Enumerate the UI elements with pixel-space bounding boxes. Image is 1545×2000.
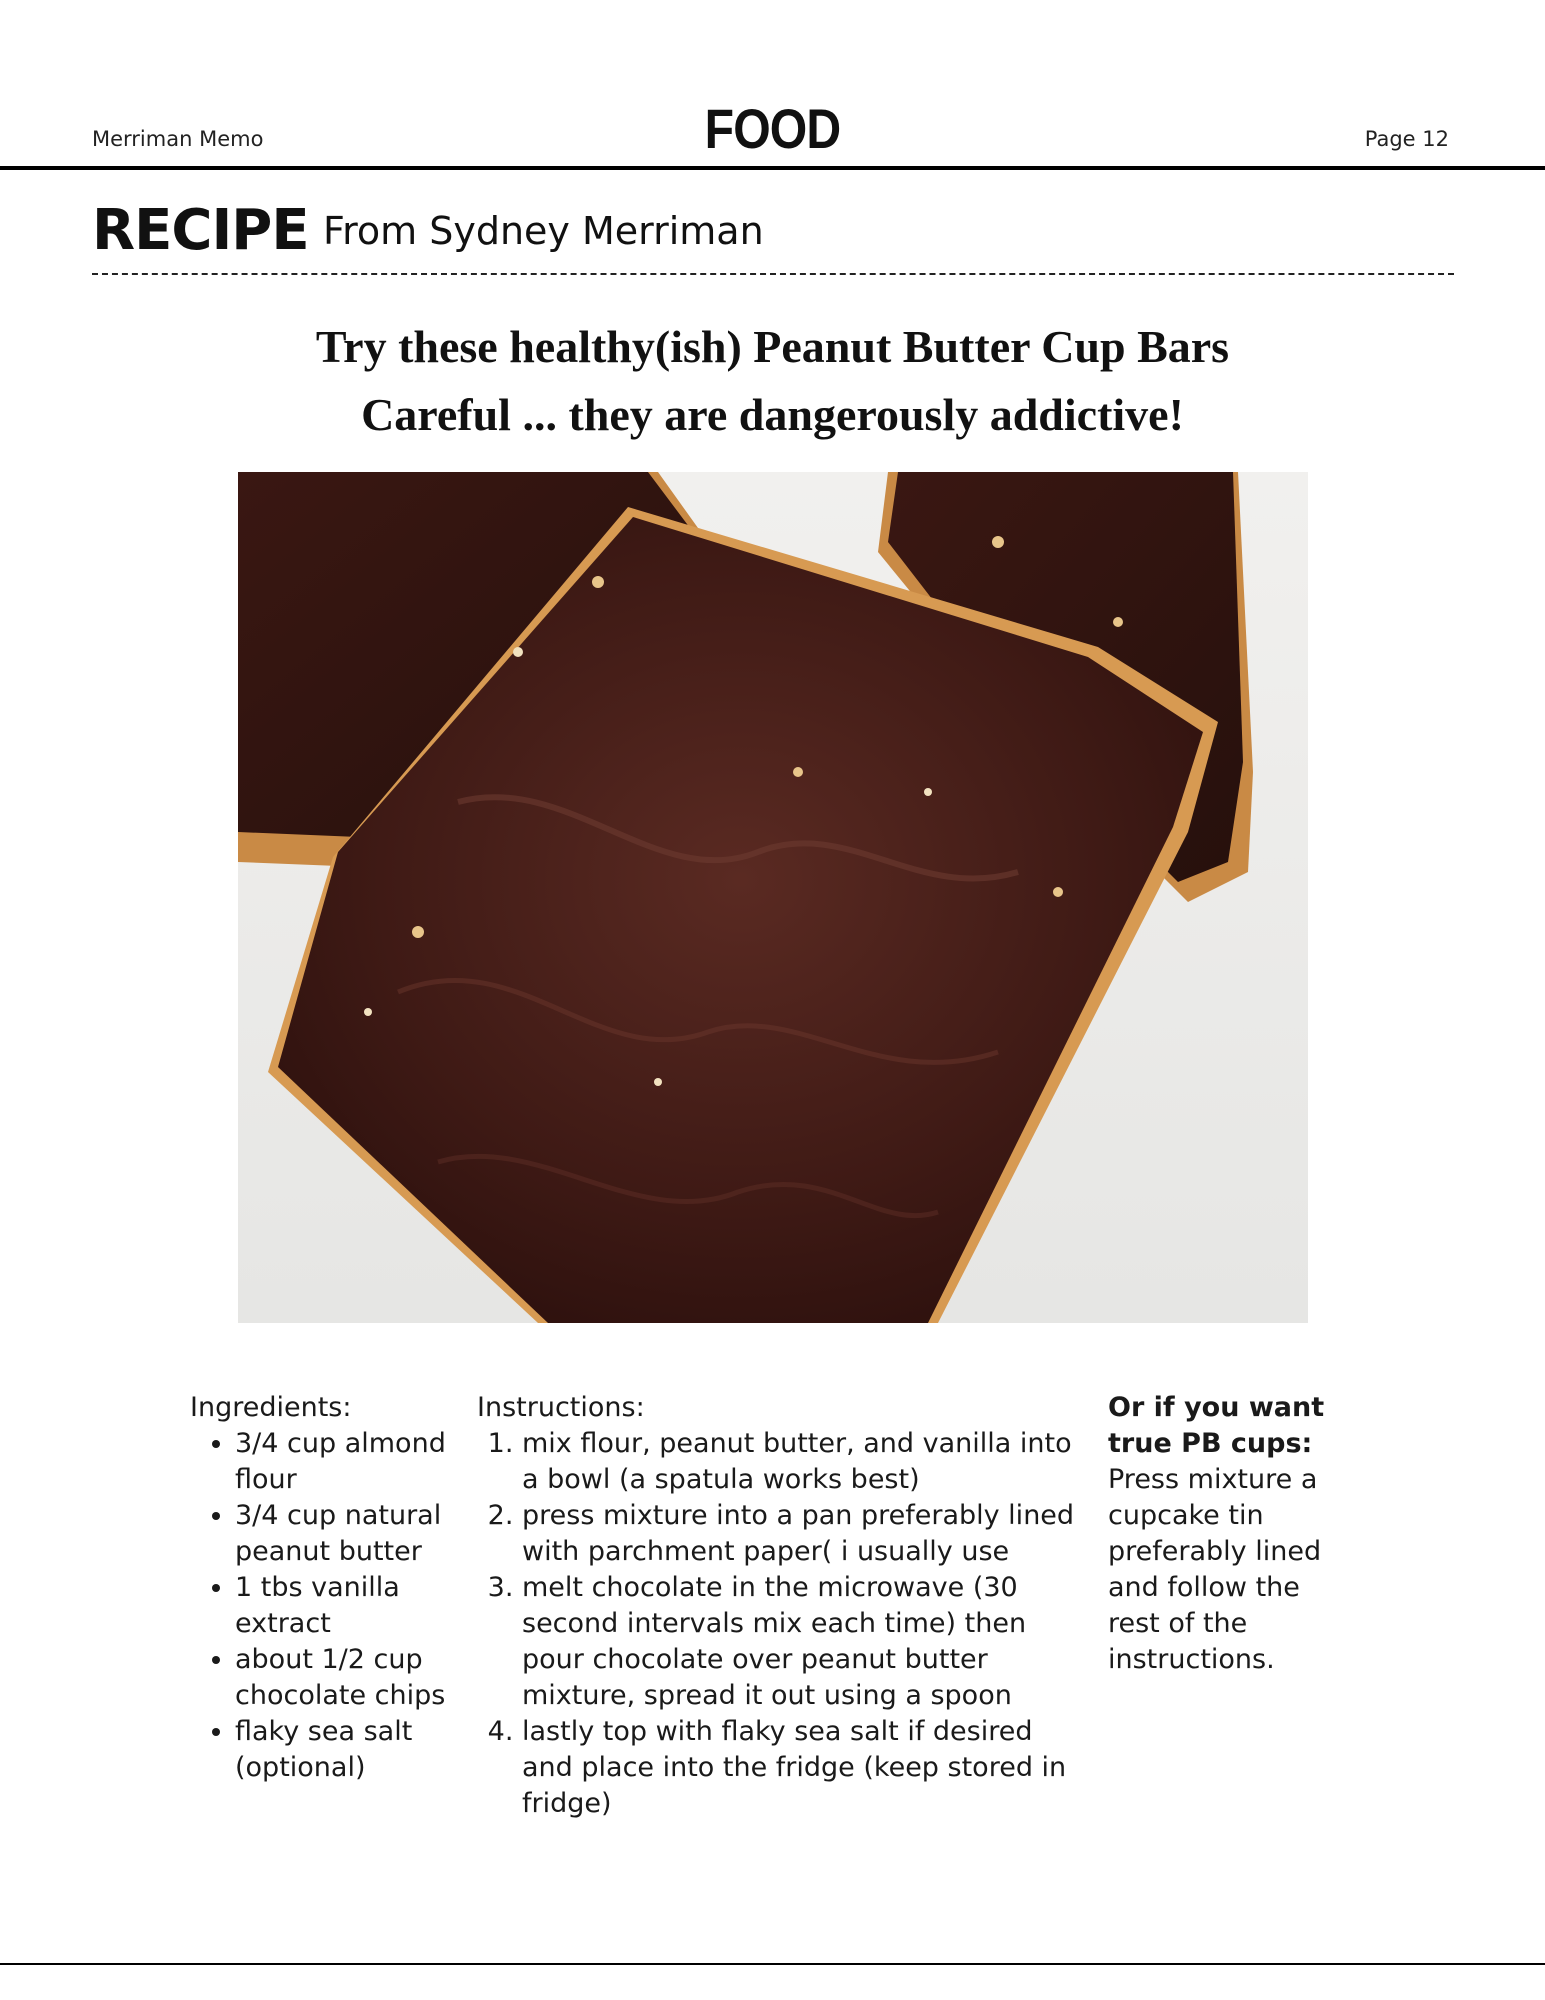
publication-name: Merriman Memo [92, 127, 264, 151]
ingredient-item: • 3/4 cup almond flour [235, 1426, 460, 1498]
alternative-title: Or if you want true PB cups: [1108, 1392, 1325, 1459]
recipe-author: From Sydney Merriman [323, 209, 764, 253]
peanut-butter-bars-photo [238, 472, 1308, 1323]
ingredient-item: • 3/4 cup natural peanut butter [235, 1498, 460, 1570]
page-number: Page 12 [1364, 127, 1449, 151]
instruction-step: 1. mix flour, peanut butter, and vanilla into a bowl (a spatula works best) [522, 1426, 1082, 1498]
instructions-list [477, 1426, 1082, 1822]
headline-line-2: Careful ... they are dangerously addictive! [361, 389, 1184, 440]
ingredient-item: • 1 tbs vanilla extract [235, 1570, 460, 1642]
ingredients-title: Ingredients: [190, 1392, 352, 1423]
alternative-column [1108, 1390, 1348, 1678]
instruction-step: 3. melt chocolate in the microwave (30 second intervals mix each time) then pour chocolate over peanut butter mixture, spread it out using a spoon [522, 1570, 1082, 1714]
instruction-step: 4. lastly top with flaky sea salt if desired and place into the fridge (keep stored in fridge) [522, 1714, 1082, 1822]
ingredients-list [190, 1426, 460, 1786]
recipe-photo [238, 472, 1308, 1323]
footer-rule [0, 1963, 1545, 1965]
ingredient-item: • flaky sea salt (optional) [235, 1714, 460, 1786]
header-rule [0, 166, 1545, 170]
recipe-label: RECIPE [92, 198, 309, 263]
instruction-step: 2. press mixture into a pan preferably lined with parchment paper( i usually use [522, 1498, 1082, 1570]
ingredient-item: • about 1/2 cup chocolate chips [235, 1642, 460, 1714]
headline [0, 313, 1545, 449]
alternative-text: Press mixture a cupcake tin preferably lined and follow the rest of the instructions. [1108, 1464, 1322, 1675]
instructions-title: Instructions: [477, 1392, 645, 1423]
ingredients-column [190, 1390, 460, 1786]
section-title: FOOD [704, 97, 841, 160]
dashed-divider [92, 273, 1454, 275]
instructions-column [477, 1390, 1082, 1822]
headline-line-1: Try these healthy(ish) Peanut Butter Cup Bars [315, 321, 1230, 372]
